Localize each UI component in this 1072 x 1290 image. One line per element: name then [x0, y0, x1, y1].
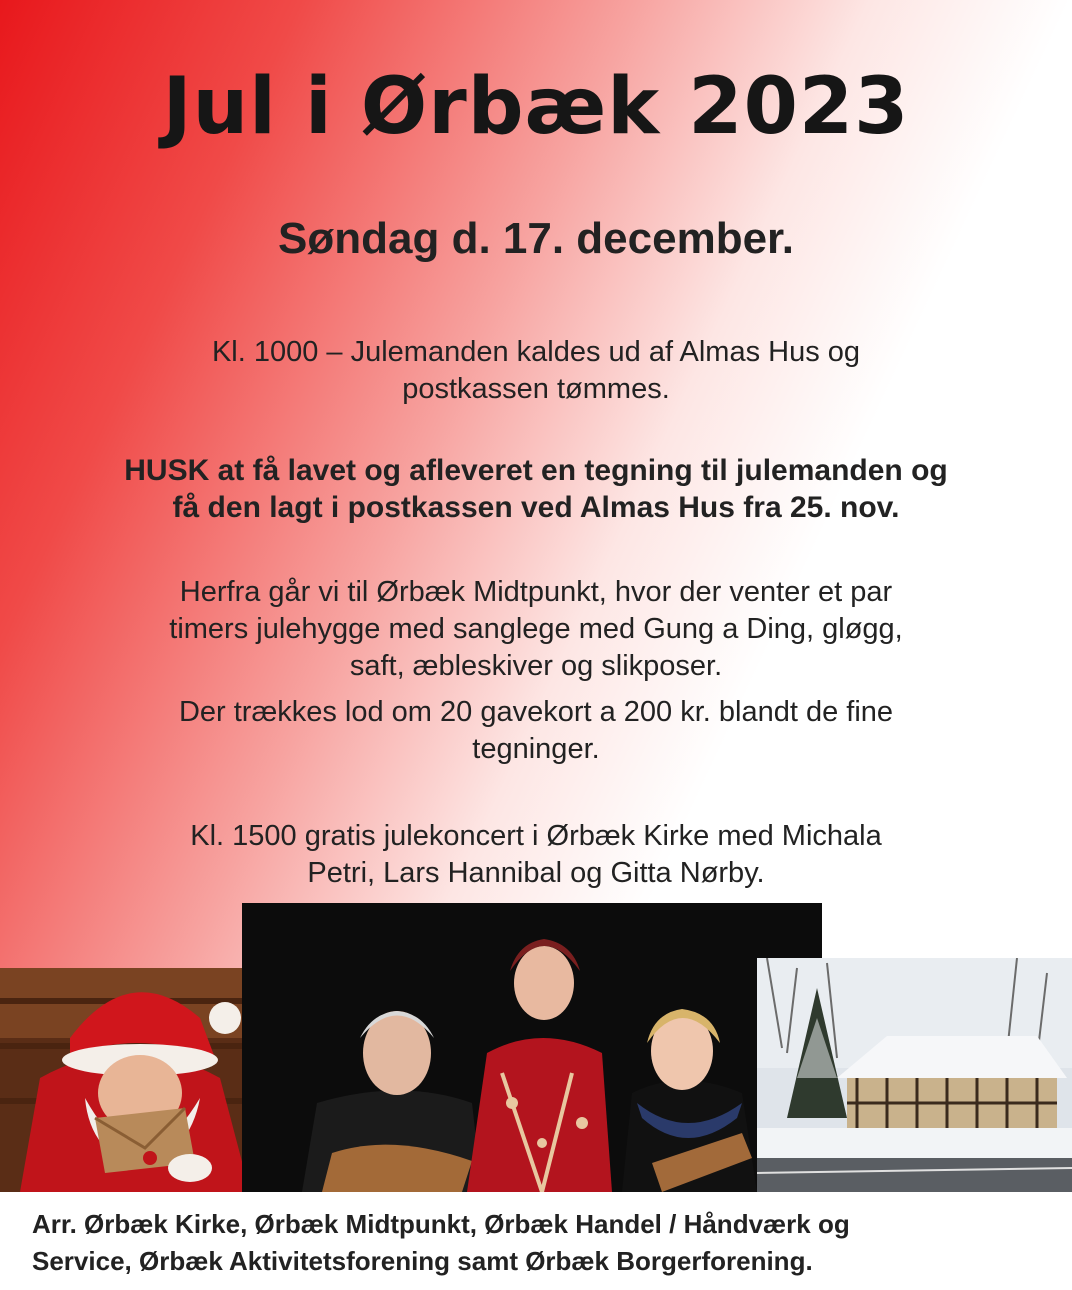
- organizers-footer: [0, 1192, 1072, 1290]
- paragraph-midtpunkt: [40, 574, 1032, 685]
- text-line: timers julehygge med sanglege med Gung a Ding, gløgg,: [169, 613, 903, 645]
- paragraph-santa-call: [40, 334, 1032, 408]
- paragraph-lottery: [40, 694, 1032, 768]
- text-line: tegninger.: [472, 733, 600, 765]
- paragraph-reminder: [40, 452, 1032, 526]
- santa-photo: [0, 968, 262, 1192]
- text-line: Herfra går vi til Ørbæk Midtpunkt, hvor der venter et par: [179, 576, 893, 608]
- text-line: Kl. 1500 gratis julekoncert i Ørbæk Kirke med Michala: [190, 820, 882, 852]
- event-date: Søndag d. 17. december.: [278, 214, 794, 263]
- text-line: saft, æbleskiver og slikposer.: [349, 650, 723, 682]
- text-line: postkassen tømmes.: [402, 373, 670, 405]
- poster-title: Jul i Ørbæk 2023: [162, 62, 910, 152]
- text-line: Arr. Ørbæk Kirke, Ørbæk Midtpunkt, Ørbæk Handel / Håndværk og: [32, 1209, 850, 1239]
- text-line: få den lagt i postkassen ved Almas Hus fra 25. nov.: [172, 491, 900, 524]
- text-line: Petri, Lars Hannibal og Gitta Nørby.: [307, 857, 765, 889]
- paragraph-concert: [40, 818, 1032, 892]
- text-line: Kl. 1000 – Julemanden kaldes ud af Almas Hus og: [211, 336, 861, 368]
- winter-house-photo: [757, 958, 1072, 1192]
- text-line: Service, Ørbæk Aktivitetsforening samt Ørbæk Borgerforening.: [32, 1246, 813, 1276]
- text-line: Der trækkes lod om 20 gavekort a 200 kr. blandt de fine: [178, 696, 894, 728]
- text-line: HUSK at få lavet og afleveret en tegning til julemanden og: [124, 454, 948, 487]
- musicians-photo: [242, 903, 822, 1192]
